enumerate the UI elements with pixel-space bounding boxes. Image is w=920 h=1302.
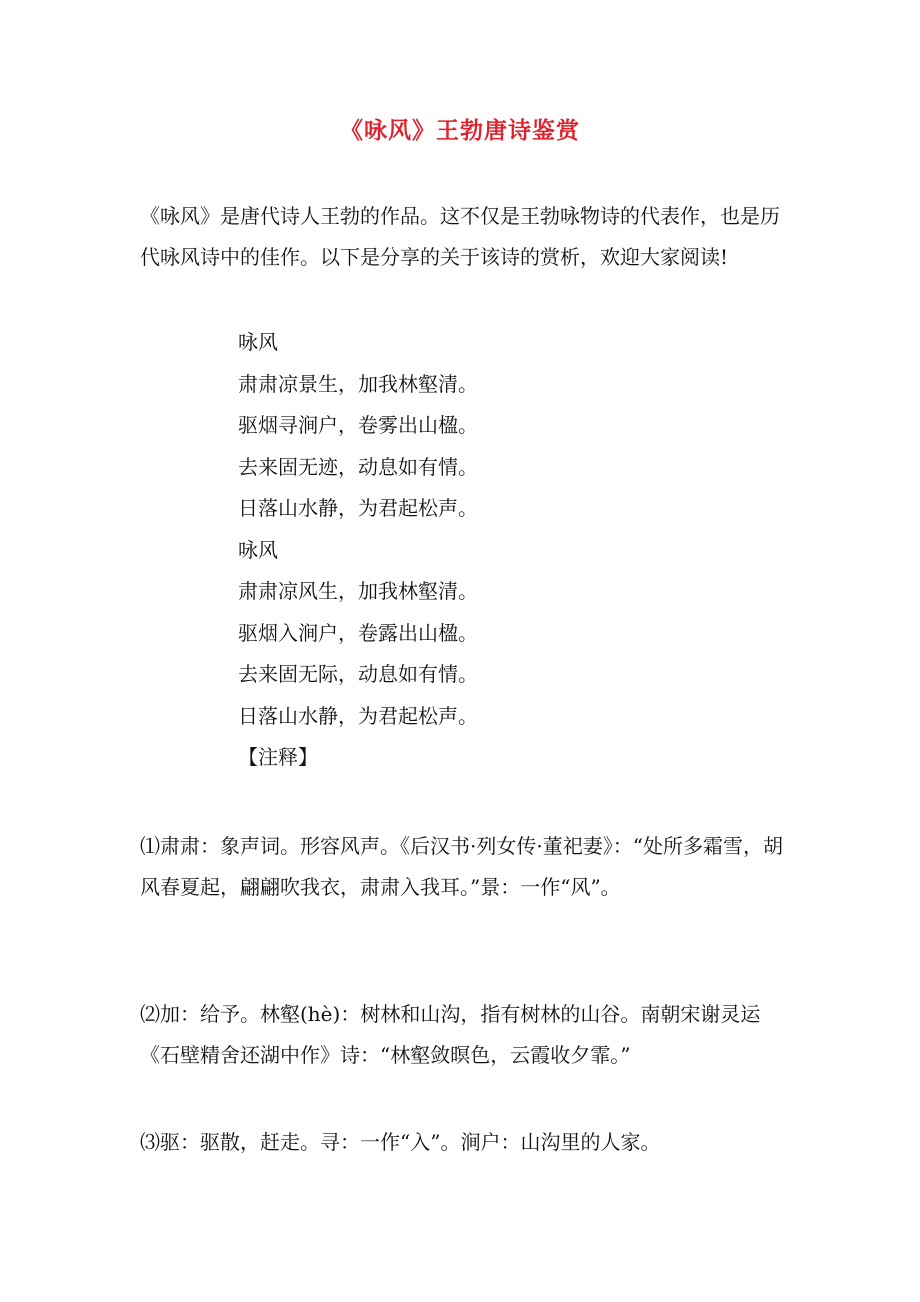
annotation-note-1: ⑴肃肃：象声词。形容风声。《后汉书·列女传·董祀妻》：“处所多霜雪，胡风春夏起，翩翩吹我衣，肃肃入我耳。”景：一作“风”。 (140, 834, 783, 899)
document-title: 《咏风》王勃唐诗鉴赏 (340, 117, 580, 144)
poem-line: 去来固无迹，动息如有情。 (238, 454, 478, 479)
poem-line: 肃肃凉风生，加我林壑清。 (238, 579, 478, 603)
poem-line: 日落山水静，为君起松声。 (238, 496, 478, 520)
annotation-note-3: ⑶驱：驱散，赶走。寻：一作“入”。涧户：山沟里的人家。 (140, 1130, 661, 1154)
annotation-note-2: ⑵加：给予。林壑(hè)：树林和山沟，指有树林的山谷。南朝宋谢灵运《石壁精舍还湖中作》诗：“林壑敛暝色，云霞收夕霏。” (140, 1002, 761, 1067)
poem-line: 驱烟入涧户，卷露出山楹。 (238, 620, 478, 645)
poem-line: 驱烟寻涧户，卷雾出山楹。 (238, 413, 478, 437)
poem-line: 去来固无际，动息如有情。 (238, 662, 478, 686)
poem-block (238, 322, 798, 779)
poem-line: 肃肃凉景生，加我林壑清。 (238, 371, 478, 396)
poem-heading: 咏风 (238, 330, 278, 354)
intro-paragraph: 《咏风》是唐代诗人王勃的作品。这不仅是王勃咏物诗的代表作，也是历代咏风诗中的佳作。以下是分享的关于该诗的赏析，欢迎大家阅读! (140, 204, 780, 269)
annotation-heading: 【注释】 (238, 745, 318, 769)
poem-heading: 咏风 (238, 537, 278, 562)
poem-line: 日落山水静，为君起松声。 (238, 703, 478, 728)
